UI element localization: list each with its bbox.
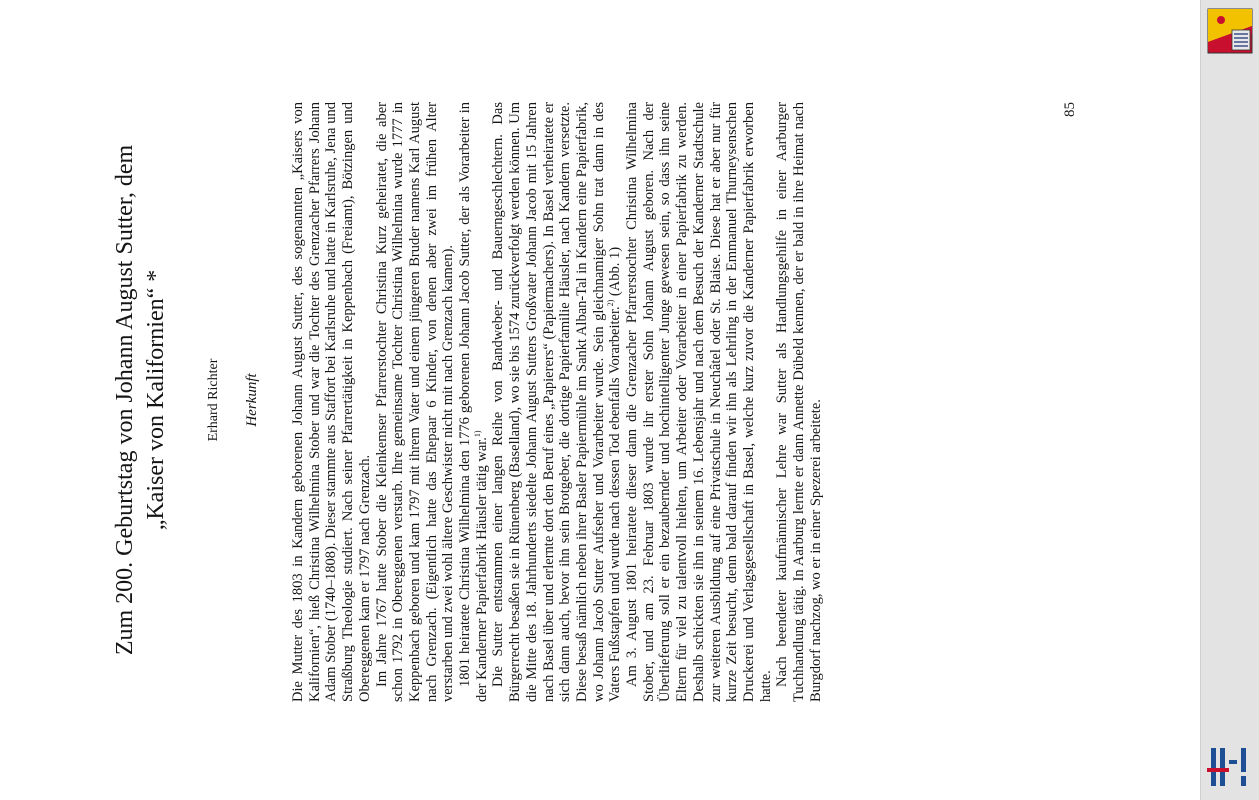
footnote-ref-2: 2): [606, 299, 616, 307]
article-title-line-1: Zum 200. Geburtstag von Johann August Sutter, dem: [112, 144, 138, 656]
paragraph-1: Die Mutter des 1803 in Kandern geborenen Johann August Sutter, des sogenannten „Kaisers von Kalifornien“, hieß Christina Wilhelmina Stober und war die Tochter des Grenzacher Pfarrers Johann Adam Stober (1740–1808). Dieser stammte aus Staffort bei Karlsruhe und hatte in Karlsruhe, Jena und Straßburg Theologie studiert. Nach seiner Pfarrertätigkeit in Keppenbach (Freiamt), Bötzingen und Obereggenen kam er 1797 nach Grenzach.: [290, 102, 373, 702]
university-library-logo-icon: [1207, 746, 1253, 788]
viewer-sidebar: [1200, 0, 1259, 800]
paragraph-3: [457, 102, 490, 702]
footnote-ref-1: 1): [472, 430, 482, 438]
page-number: 85: [1062, 102, 1078, 117]
paragraph-6: Nach beendeter kaufmännischer Lehre war Sutter als Handlungsgehilfe in einer Aarburger Tuchhandlung tätig. In Aarburg lernte er dann Annette Dübeld kennen, der er bald in ihre Heimat nach Burgdorf nachzog, wo er in einer Spezerei arbeitete.: [774, 102, 824, 702]
paragraph-4-text: Die Sutter entstammen einer langen Reihe von Bandweber- und Bauerngeschlechtern. Das Bürgerrecht besaßen sie in Rünenberg (Baselland), wo sie bis 1574 zurückverfolgt werden können. Um die Mitte des 18. Jahrhunderts siedelte Johann August Sutters Großvater Johann Jacob mit 15 Jahren nach Basel über und erlernte dort den Beruf eines „Papierers“ (Papiermachers). In Basel verheiratete er sich dann auch, bevor ihn sein Brotgeber, die dortige Papierfamilie Häusler, nach Kandern versetzte. Diese besaß nämlich neben ihrer Basler Papiermühle im Sankt Alban-Tal in Kandern eine Papierfabrik, wo Johann Jacob Sutter Aufseher und Vorarbeiter wurde. Sein gleichnamiger Sohn trat dann in des Vaters Fußstapfen und wurde nach dessen Tod ebenfalls Vorarbeiter.: [490, 102, 624, 702]
author-name: Erhard Richter: [206, 358, 221, 442]
paragraph-4: [490, 102, 624, 702]
coat-of-arms-icon: [1207, 8, 1253, 54]
paragraph-5: Am 3. August 1801 heiratete dieser dann die Grenzacher Pfarrerstochter Christina Wilhelmina Stober, und am 23. Februar 1803 wurde ihr erster Sohn Johann August geboren. Nach der Überlieferung soll er ein bezaubernder und hochintelligenter Junge gewesen sein, so dass ihn seine Eltern für viel zu talentvoll hielten, um Arbeiter oder Vorarbeiter in einer Papierfabrik zu werden. Deshalb schickten sie ihn in seinem 16. Lebensjahr und nach dem Besuch der Kanderner Stadtschule zur weiteren Ausbildung auf eine Privatschule in Neuchâtel oder St. Blaise. Diese hat er aber nur für kurze Zeit besucht, denn bald darauf finden wir ihn als Lehrling in der Emmanuel Thurneysenschen Druckerei und Verlagsgesellschaft in Basel, welche kurz zuvor die Kanderner Papierfabrik erworben hatte.: [624, 102, 774, 702]
article-body: [290, 102, 825, 702]
article-title-line-2: „Kaiser von Kalifornien“ *: [143, 269, 169, 531]
paragraph-2: Im Jahre 1767 hatte Stober die Kleinkemser Pfarrerstochter Christina Kurz geheiratet, die aber schon 1792 in Obereggenen verstarb. Ihre gemeinsame Tochter Christina Wilhelmina wurde 1777 in Keppenbach geboren und kam 1797 mit ihrem Vater und einem jüngeren Bruder namens Karl August nach Grenzach. (Eigentlich hatte das Ehepaar 6 Kinder, von denen aber zwei im frühen Alter verstarben und zwei wohl ältere Geschwister nicht mit nach Grenzach kamen).: [373, 102, 457, 702]
paragraph-3-text: 1801 heiratete Christina Wilhelmina den 1776 geborenen Johann Jacob Sutter, der als Vorarbeiter in der Kanderner Papierfabrik Häusler tätig war.: [457, 102, 490, 702]
figure-reference: (Abb. 1): [607, 246, 624, 297]
section-heading: Herkunft: [244, 373, 260, 427]
